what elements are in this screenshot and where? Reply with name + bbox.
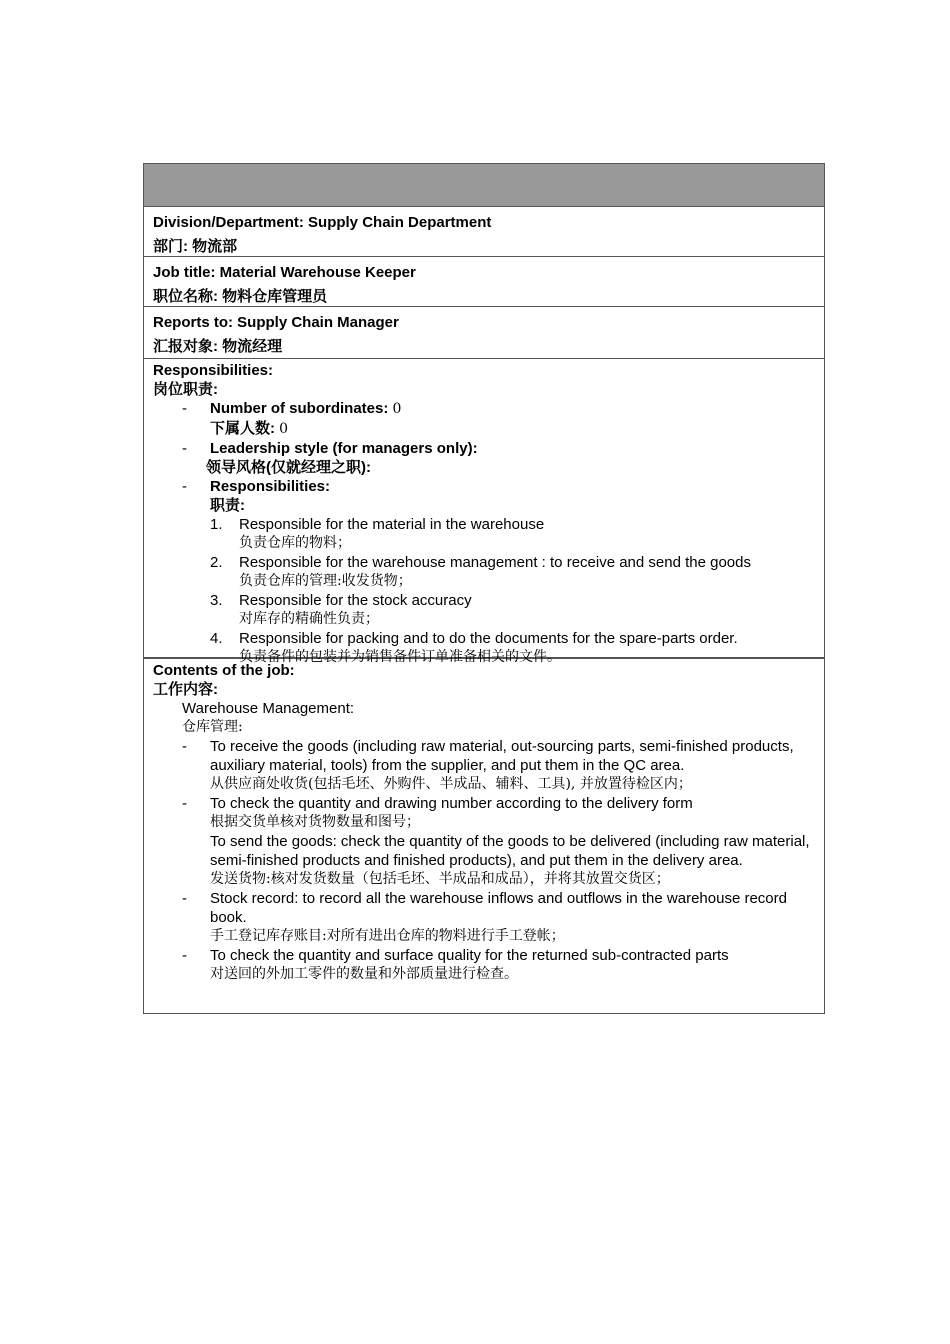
subordinates-item [153, 399, 815, 419]
record-zh: 手工登记库存账目:对所有进出仓库的物料进行手工登帐； [210, 928, 565, 944]
bullet-dash: - [182, 400, 187, 417]
duty-number: 2. [210, 554, 223, 571]
duty-en: Responsible for packing and to do the documents for the spare-parts order. [239, 630, 738, 647]
table-header-band [144, 164, 824, 207]
job-title-en: Job title: Material Warehouse Keeper [153, 264, 416, 281]
returned-en: To check the quantity and surface quality for the returned sub-contracted parts [210, 947, 729, 964]
contents-heading-zh: 工作内容: [153, 681, 218, 698]
leadership-label-en: Leadership style (for managers only): [210, 440, 478, 457]
reports-to-en: Reports to: Supply Chain Manager [153, 314, 399, 331]
leadership-item [153, 439, 815, 458]
duty-item-3 [153, 591, 815, 629]
contents-heading-en: Contents of the job: [153, 662, 295, 679]
returned-zh: 对送回的外加工零件的数量和外部质量进行检查。 [210, 966, 518, 982]
bullet-dash: - [182, 478, 187, 495]
duty-number: 4. [210, 630, 223, 647]
bullet-dash: - [182, 440, 187, 457]
contents-row [144, 659, 824, 1013]
section-title-en: Warehouse Management: [182, 700, 355, 717]
check-zh: 根据交货单核对货物数量和图号； [210, 814, 420, 830]
duty-number: 1. [210, 516, 223, 533]
duty-item-1 [153, 515, 815, 553]
responsibilities-heading-en: Responsibilities: [153, 362, 274, 379]
section-title-zh: 仓库管理: [182, 719, 243, 735]
bullet-dash: - [182, 890, 187, 907]
duty-zh: 负责仓库的管理:收发货物； [239, 573, 412, 589]
bullet-dash: - [182, 947, 187, 964]
duty-number: 3. [210, 592, 223, 609]
record-en: Stock record: to record all the warehouse inflows and outflows in the warehouse record book. [210, 890, 787, 926]
content-item-record [153, 889, 815, 946]
duty-zh: 负责仓库的物料； [239, 535, 351, 551]
responsibilities-heading-zh: 岗位职责: [153, 381, 218, 398]
duty-en: Responsible for the stock accuracy [239, 592, 472, 609]
reports-to-row [144, 307, 824, 359]
subordinates-label-zh: 下属人数: [210, 420, 275, 437]
content-item-check [153, 794, 815, 889]
department-zh: 部门: 物流部 [153, 238, 238, 255]
responsibilities-row [144, 359, 824, 665]
job-description-table [143, 163, 825, 1014]
receive-zh: 从供应商处收货(包括毛坯、外购件、半成品、辅料、工具), 并放置待检区内； [210, 776, 692, 792]
duties-label-en: Responsibilities: [210, 478, 331, 495]
duty-zh: 对库存的精确性负责； [239, 611, 379, 627]
duty-en: Responsible for the material in the warehouse [239, 516, 545, 533]
subordinates-zh-line [153, 419, 815, 439]
content-item-returned [153, 946, 815, 984]
send-zh: 发送货物:核对发货数量（包括毛坯、半成品和成品），并将其放置交货区； [210, 871, 670, 887]
bullet-dash: - [182, 795, 187, 812]
leadership-label-zh: 领导风格(仅就经理之职): [206, 459, 371, 476]
department-row [144, 207, 824, 257]
duty-zh: 负责备件的包装并为销售备件订单准备相关的文件。 [239, 649, 561, 665]
send-en: To send the goods: check the quantity of the goods to be delivered (including raw material, semi-finished products and finished products), and put them in the delivery area. [210, 833, 810, 869]
duties-label-zh: 职责: [210, 497, 245, 514]
check-en: To check the quantity and drawing number according to the delivery form [210, 795, 693, 812]
receive-en: To receive the goods (including raw material, out-sourcing parts, semi-finished products, auxiliary material, tools) from the supplier, and put them in the QC area. [210, 738, 794, 774]
subordinates-value-zh: 0 [279, 421, 289, 437]
duty-item-2 [153, 553, 815, 591]
reports-to-zh: 汇报对象: 物流经理 [153, 338, 283, 355]
department-en: Division/Department: Supply Chain Department [153, 214, 492, 231]
bullet-dash: - [182, 738, 187, 755]
duty-en: Responsible for the warehouse management : to receive and send the goods [239, 554, 751, 571]
content-item-receive [153, 737, 815, 794]
duties-item [153, 477, 815, 496]
job-title-row [144, 257, 824, 307]
duty-item-4 [153, 629, 815, 667]
subordinates-value-en: 0 [392, 401, 402, 417]
job-title-zh: 职位名称: 物料仓库管理员 [153, 288, 328, 305]
subordinates-label-en: Number of subordinates: [210, 400, 389, 417]
